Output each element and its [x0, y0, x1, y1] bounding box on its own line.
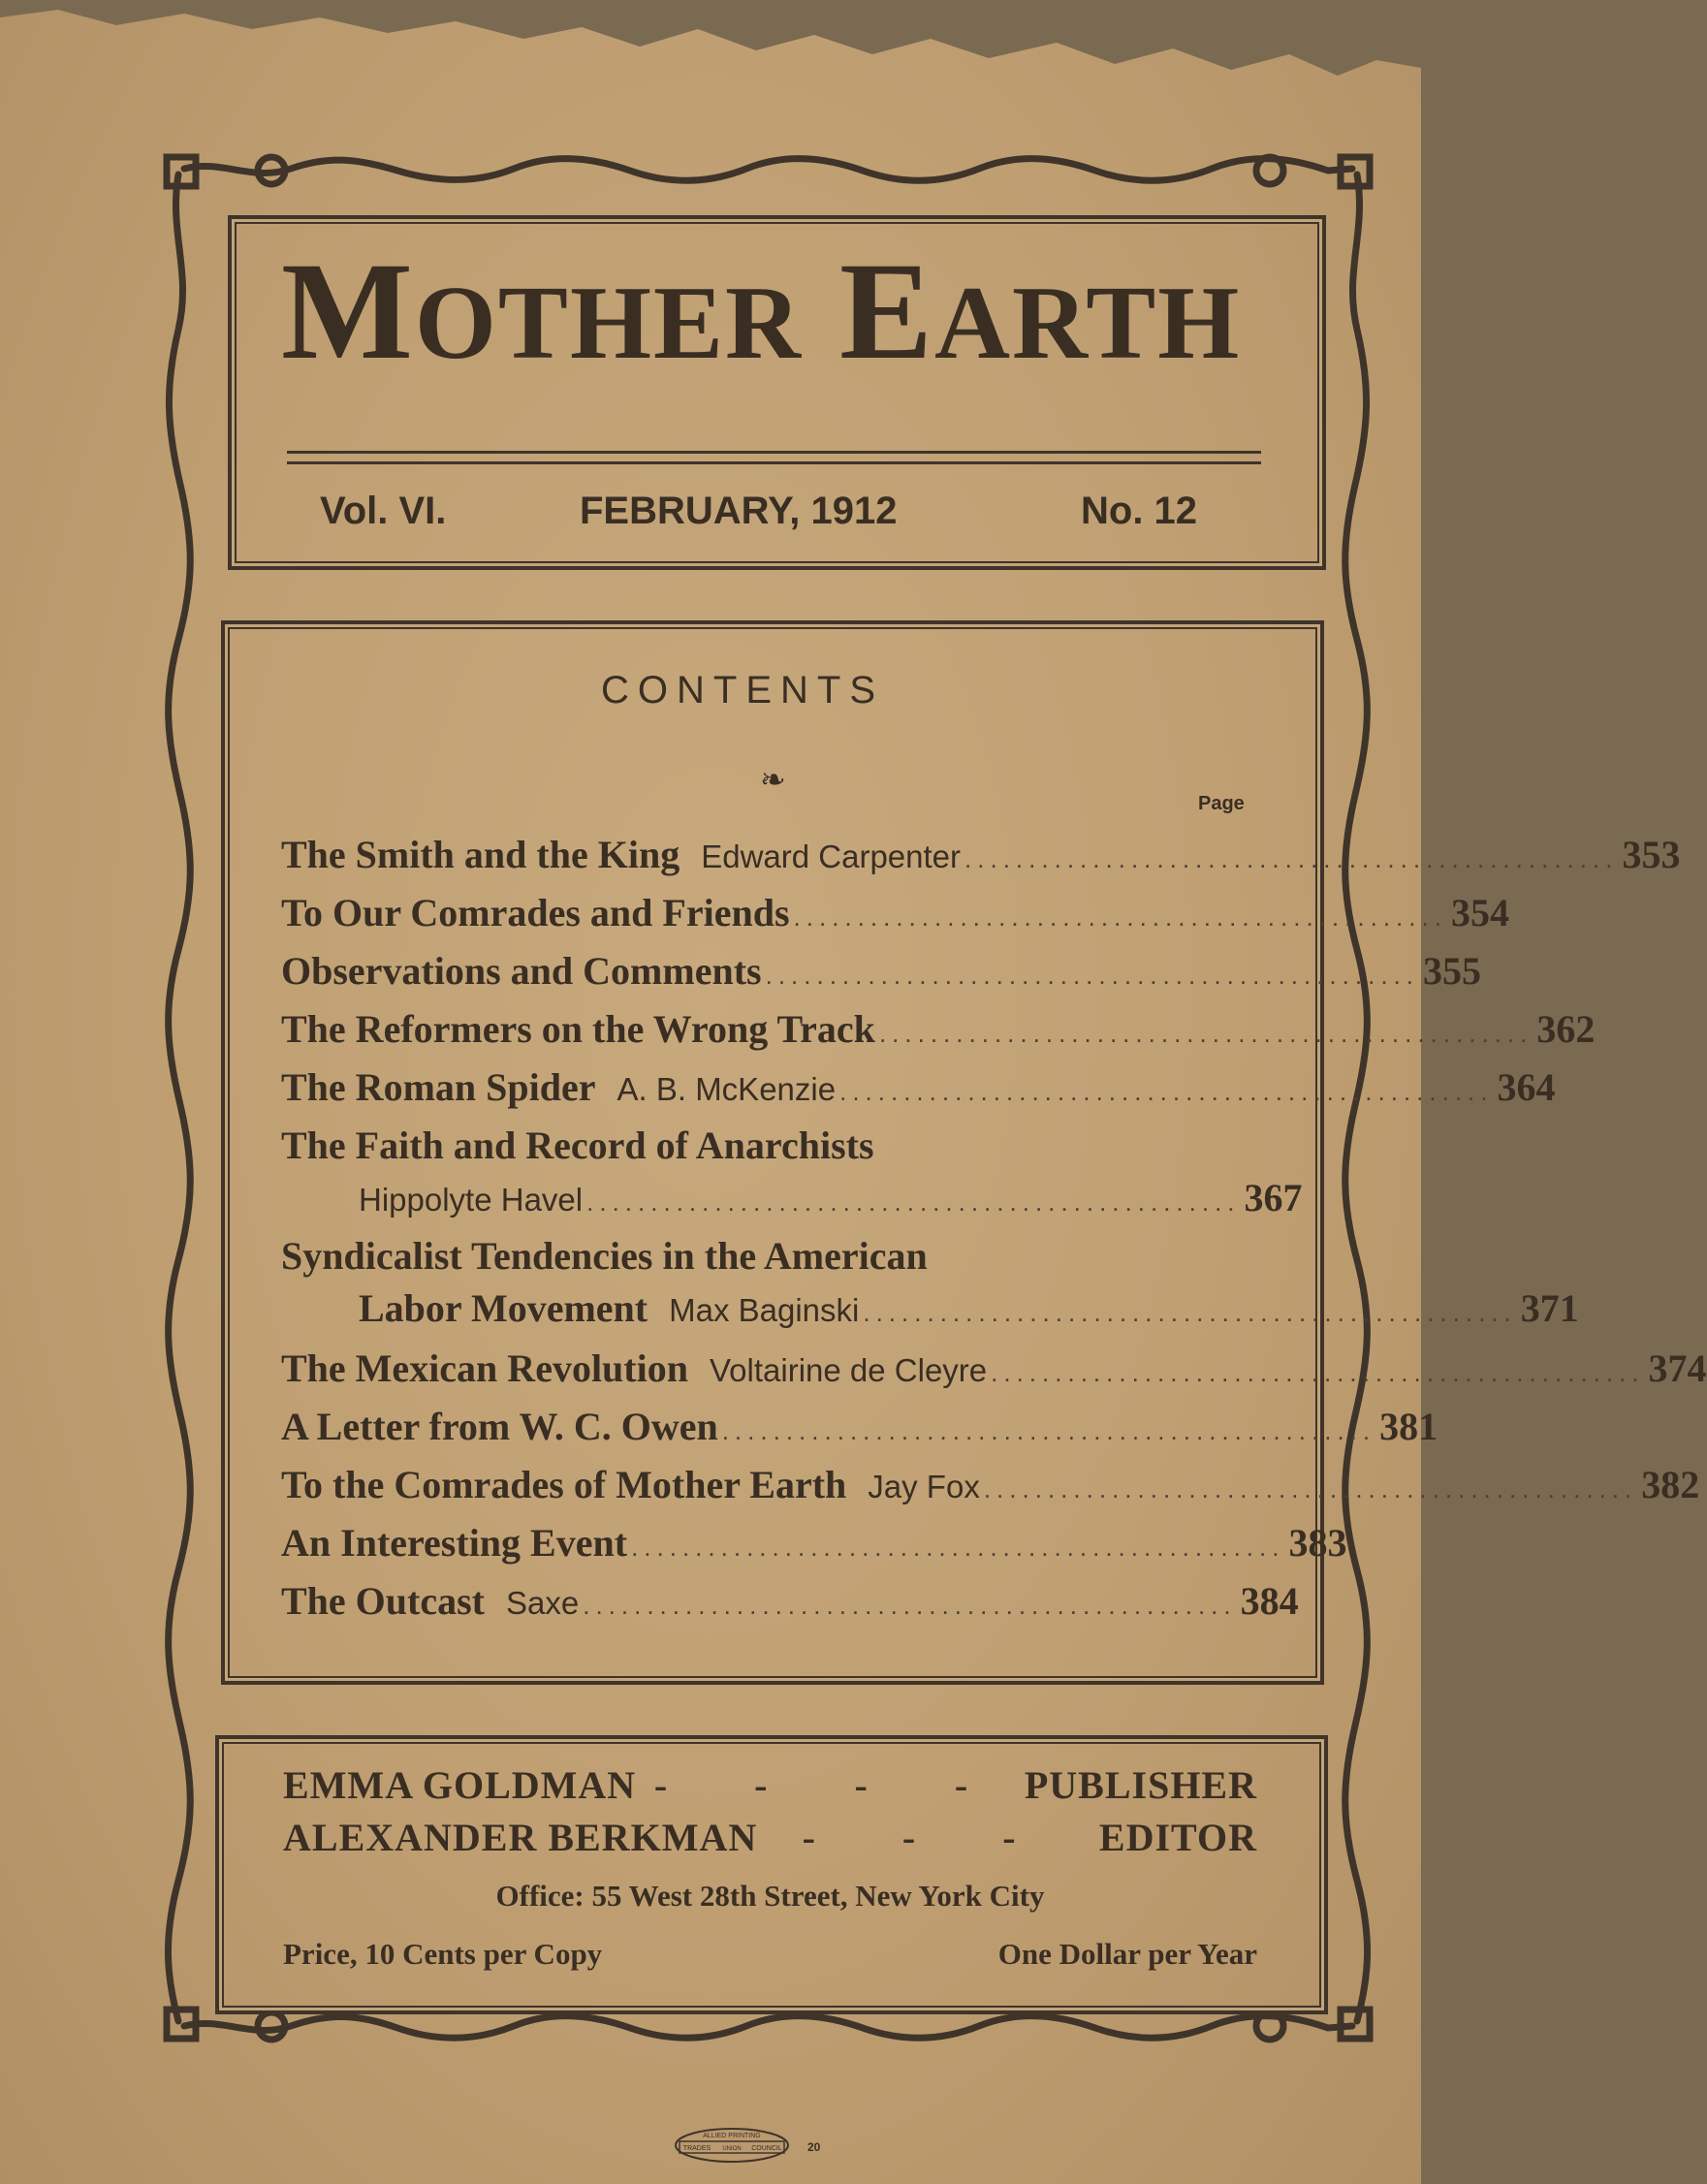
union-label-number: 20 [807, 2140, 821, 2154]
toc-entry-title: Syndicalist Tendencies in the American [281, 1234, 928, 1278]
publisher-line: EMMA GOLDMAN - - - - PUBLISHER [283, 1763, 1257, 1807]
publisher-role: PUBLISHER [1024, 1763, 1257, 1807]
toc-entry: The Mexican Revolution Voltairine de Cleyre ................................................... 374 [281, 1346, 1707, 1390]
union-label-mid: UNION [722, 2146, 742, 2152]
publisher-name: EMMA GOLDMAN [283, 1763, 637, 1807]
toc-entry: The Outcast Saxe ................................................... 384 [281, 1579, 1299, 1623]
price-per-copy: Price, 10 Cents per Copy [283, 1937, 603, 1971]
masthead-rule [287, 461, 1261, 464]
toc-entry: A Letter from W. C. Owen ................................................... 381 [281, 1405, 1438, 1448]
issue-number: No. 12 [1081, 490, 1198, 532]
volume-label: Vol. VI. [320, 490, 447, 532]
union-label-top: ALLIED PRINTING [703, 2133, 761, 2139]
toc-entry: An Interesting Event ................................................... 383 [281, 1521, 1347, 1565]
union-label-stamp [674, 2126, 829, 2165]
fleuron-icon: ❧ [760, 762, 786, 797]
toc-entry: Labor Movement Max Baginski ................................................... 371 [359, 1286, 1579, 1330]
editor-role: EDITOR [1098, 1816, 1257, 1859]
toc-entry-title: The Faith and Record of Anarchists [281, 1124, 874, 1167]
page-column-label: Page [1198, 793, 1245, 814]
toc-entry: The Roman Spider A. B. McKenzie ................................................... 364 [281, 1065, 1556, 1109]
editor-name: ALEXANDER BERKMAN [283, 1816, 758, 1859]
toc-entry: To Our Comrades and Friends ................................................... 354 [281, 891, 1509, 934]
toc-entry: Observations and Comments ................................................... 355 [281, 949, 1481, 993]
issue-date: FEBRUARY, 1912 [580, 490, 898, 532]
toc-entry: The Smith and the King Edward Carpenter ................................................... 353 [281, 833, 1681, 876]
toc-entry: Hippolyte Havel ................................................... 367 [359, 1176, 1303, 1219]
masthead-rule [287, 451, 1261, 454]
editor-line: ALEXANDER BERKMAN - - - EDITOR [283, 1816, 1257, 1859]
toc-entry: The Reformers on the Wrong Track ................................................... 362 [281, 1007, 1596, 1051]
union-label-left: TRADES [682, 2145, 711, 2152]
price-per-year: One Dollar per Year [997, 1937, 1257, 1971]
contents-heading: CONTENTS [601, 669, 884, 712]
masthead-title: MOTHER EARTH [281, 235, 1242, 389]
price-line [283, 1937, 1257, 1972]
union-label-right: COUNCIL [751, 2145, 782, 2152]
office-address: Office: 55 West 28th Street, New York City [495, 1879, 1045, 1913]
torn-paper-edge [0, 0, 1421, 87]
toc-entry: To the Comrades of Mother Earth Jay Fox ................................................... 382 [281, 1463, 1700, 1506]
